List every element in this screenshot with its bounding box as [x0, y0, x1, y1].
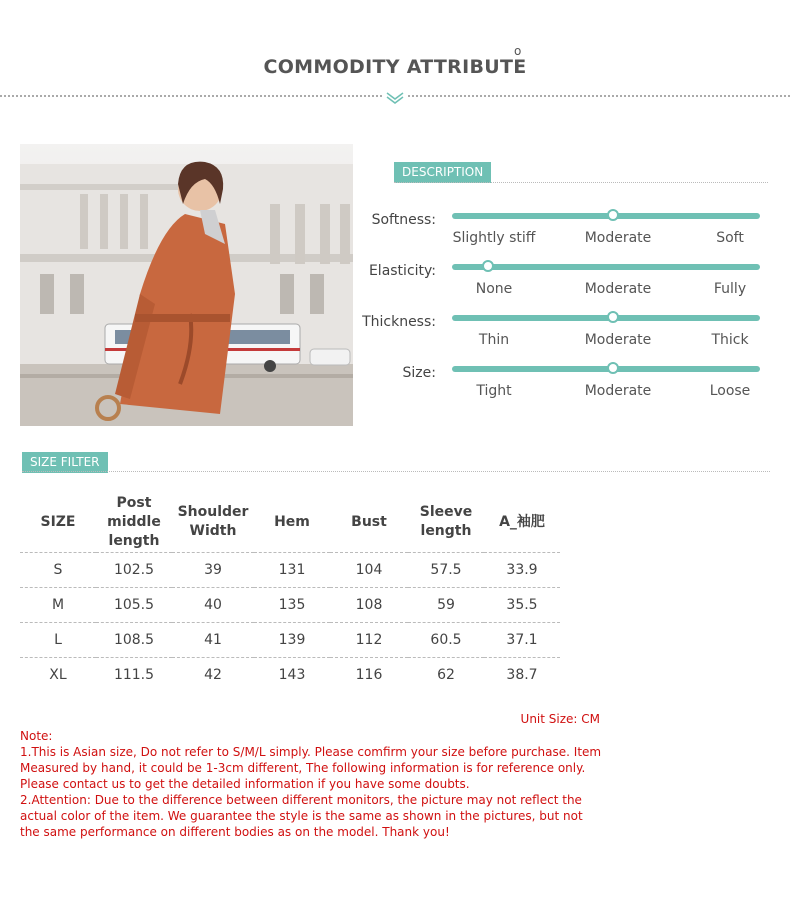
- attribute-option: Fully: [713, 281, 747, 297]
- table-cell: 33.9: [484, 553, 560, 588]
- column-header: Sleeve length: [419, 504, 473, 539]
- attribute-option: Thick: [711, 332, 749, 348]
- table-cell: 59: [408, 588, 484, 623]
- table-cell: 111.5: [96, 658, 172, 693]
- attribute-option: None: [475, 281, 513, 297]
- attribute-label: Size:: [402, 365, 436, 381]
- table-cell: 38.7: [484, 658, 560, 693]
- attribute-scale-track: [452, 315, 760, 321]
- attribute-option: Tight: [476, 383, 512, 399]
- column-header: Shoulder Width: [177, 504, 249, 539]
- attribute-label: Softness:: [371, 212, 436, 228]
- description-tag: DESCRIPTION: [394, 162, 491, 183]
- double-chevron-down-icon: [384, 90, 406, 104]
- attribute-row-thickness: [340, 310, 770, 354]
- table-cell: 41: [172, 623, 254, 658]
- table-cell: 35.5: [484, 588, 560, 623]
- notes-block: [20, 728, 605, 840]
- table-cell: 112: [330, 623, 408, 658]
- size-filter-divider: [22, 471, 770, 472]
- attribute-scale-knob: [607, 209, 619, 221]
- table-header-row: [20, 492, 560, 553]
- note-item: 2.Attention: Due to the difference between different monitors, the picture may not reflect the actual color of the item. We guarantee the style is the same as shown in the pictures, but not the same performance on different bodies as on the model. Thank you!: [20, 793, 583, 839]
- table-cell: 131: [254, 553, 330, 588]
- attribute-option: Loose: [709, 383, 751, 399]
- table-cell: M: [20, 588, 96, 623]
- attribute-row-softness: [340, 208, 770, 252]
- table-cell: 104: [330, 553, 408, 588]
- title-degree-mark: o: [514, 44, 522, 58]
- attribute-option: Moderate: [584, 281, 652, 297]
- column-header: A_袖肥: [499, 513, 545, 530]
- table-cell: 105.5: [96, 588, 172, 623]
- attribute-option: Soft: [716, 230, 744, 246]
- size-table: [20, 492, 560, 692]
- table-cell: 62: [408, 658, 484, 693]
- attribute-label: Thickness:: [362, 314, 436, 330]
- attribute-option: Moderate: [584, 332, 652, 348]
- table-cell: S: [20, 553, 96, 588]
- table-cell: 40: [172, 588, 254, 623]
- attribute-scale-knob: [482, 260, 494, 272]
- table-cell: 143: [254, 658, 330, 693]
- attribute-scale-track: [452, 264, 760, 270]
- table-cell: 108.5: [96, 623, 172, 658]
- table-cell: 102.5: [96, 553, 172, 588]
- attribute-option: Thin: [478, 332, 510, 348]
- column-header: Hem: [274, 513, 310, 530]
- attribute-option: Moderate: [584, 230, 652, 246]
- note-item: 1.This is Asian size, Do not refer to S/M/L simply. Please comfirm your size before purchase. Item Measured by hand, it could be 1-3cm different, The following information is for reference only. Please contact us to get the detailed information if you have some doubts.: [20, 745, 602, 791]
- section-title: COMMODITY ATTRIBUTE: [263, 56, 527, 78]
- table-cell: 135: [254, 588, 330, 623]
- attribute-scale-track: [452, 366, 760, 372]
- table-row: [20, 658, 560, 693]
- table-row: [20, 553, 560, 588]
- table-cell: 116: [330, 658, 408, 693]
- column-header: Bust: [351, 513, 387, 530]
- attribute-option: Moderate: [584, 383, 652, 399]
- table-cell: 57.5: [408, 553, 484, 588]
- column-header: Post middle length: [107, 494, 161, 549]
- column-header: SIZE: [40, 513, 76, 530]
- description-divider: [394, 182, 768, 183]
- attribute-scale-knob: [607, 362, 619, 374]
- product-photo: [20, 144, 353, 426]
- table-cell: 60.5: [408, 623, 484, 658]
- size-filter-tag: SIZE FILTER: [22, 452, 108, 473]
- attribute-row-elasticity: [340, 259, 770, 303]
- table-cell: 42: [172, 658, 254, 693]
- table-cell: XL: [20, 658, 96, 693]
- table-cell: 37.1: [484, 623, 560, 658]
- table-cell: 39: [172, 553, 254, 588]
- table-row: [20, 588, 560, 623]
- attribute-scale-track: [452, 213, 760, 219]
- table-cell: L: [20, 623, 96, 658]
- table-cell: 139: [254, 623, 330, 658]
- attribute-row-size: [340, 361, 770, 405]
- notes-heading: Note:: [20, 729, 53, 743]
- attribute-scale-knob: [607, 311, 619, 323]
- table-cell: 108: [330, 588, 408, 623]
- attribute-label: Elasticity:: [368, 263, 436, 279]
- unit-size-label: Unit Size: CM: [520, 712, 600, 726]
- table-row: [20, 623, 560, 658]
- attribute-option: Slightly stiff: [452, 230, 536, 246]
